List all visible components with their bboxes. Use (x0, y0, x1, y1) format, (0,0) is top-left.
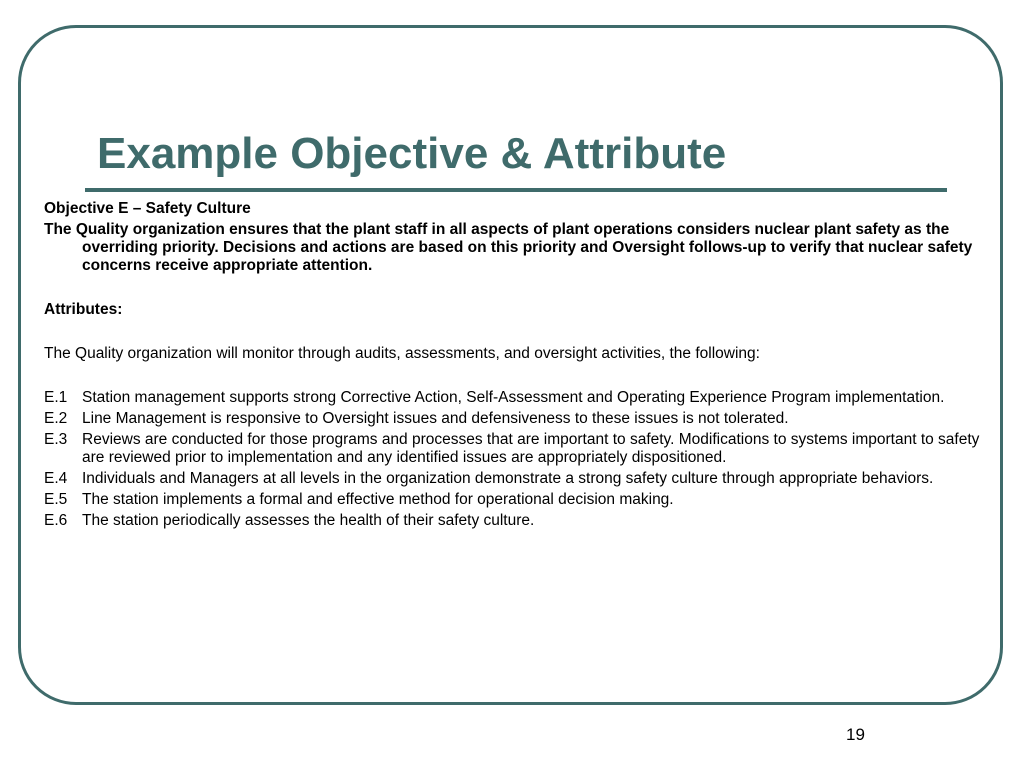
title-divider (85, 188, 947, 192)
attribute-code: E.5 (44, 491, 68, 508)
attribute-text: The station periodically assesses the health of their safety culture. (82, 512, 535, 529)
attribute-item (44, 410, 984, 428)
slide-body (44, 200, 984, 533)
attribute-code: E.6 (44, 512, 68, 529)
page-number: 19 (846, 725, 865, 744)
attribute-code: E.4 (44, 470, 68, 487)
attribute-code: E.1 (44, 389, 68, 406)
attribute-text: Reviews are conducted for those programs and processes that are important to safety. Modifications to systems important to safety are reviewed prior to implementation and any identified issues are appropriately dispositioned. (82, 431, 980, 466)
attributes-intro: The Quality organization will monitor through audits, assessments, and oversight activities, the following: (44, 345, 760, 362)
attribute-item (44, 389, 984, 407)
slide-title: Example Objective & Attribute (97, 129, 727, 178)
attribute-item (44, 512, 984, 530)
attribute-text: Individuals and Managers at all levels in the organization demonstrate a strong safety culture through appropriate behaviors. (82, 470, 934, 487)
objective-heading: Objective E – Safety Culture (44, 200, 251, 217)
attribute-item (44, 491, 984, 509)
attribute-code: E.3 (44, 431, 68, 448)
objective-text: The Quality organization ensures that the plant staff in all aspects of plant operations considers nuclear plant safety as the overriding priority. Decisions and actions are based on this priority and Oversight follows-up to verify that nuclear safety concerns receive appropriate attention. (44, 221, 973, 274)
attribute-item (44, 470, 984, 488)
attribute-code: E.2 (44, 410, 68, 427)
attribute-text: The station implements a formal and effective method for operational decision making. (82, 491, 674, 508)
attribute-item (44, 431, 984, 467)
attribute-list (44, 389, 984, 530)
attributes-heading: Attributes: (44, 301, 123, 318)
attribute-text: Station management supports strong Corrective Action, Self-Assessment and Operating Experience Program implementation. (82, 389, 945, 406)
attribute-text: Line Management is responsive to Oversight issues and defensiveness to these issues is not tolerated. (82, 410, 789, 427)
